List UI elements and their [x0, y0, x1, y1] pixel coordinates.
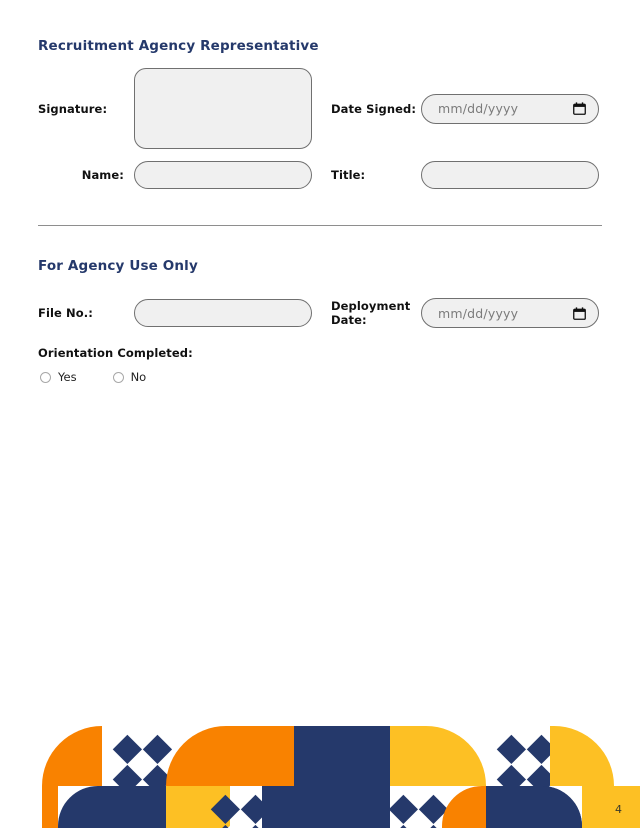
radio-option-no[interactable] — [113, 370, 147, 384]
row-signature — [38, 67, 602, 150]
radio-group-orientation-completed — [40, 370, 182, 384]
label-file-no: File No.: — [38, 306, 93, 320]
section-title-recruitment-agency-representative: Recruitment Agency Representative — [38, 38, 319, 54]
deployment-date-input[interactable] — [421, 298, 599, 328]
radio-label-no: No — [130, 370, 147, 384]
label-deployment-date — [331, 299, 421, 327]
title-input[interactable] — [421, 161, 599, 189]
radio-circle-yes[interactable] — [40, 372, 51, 383]
date-signed-input[interactable] — [421, 94, 599, 124]
label-orientation-completed: Orientation Completed: — [38, 346, 193, 360]
name-input[interactable] — [134, 161, 312, 189]
section-recruitment-agency-representative — [38, 38, 602, 54]
signature-input[interactable] — [134, 68, 312, 149]
date-signed-placeholder: mm/dd/yyyy — [438, 101, 519, 116]
footer-pattern-svg — [0, 708, 640, 828]
radio-label-yes: Yes — [58, 370, 77, 384]
file-no-input[interactable] — [134, 299, 312, 327]
row-name — [38, 161, 602, 189]
radio-option-yes[interactable] — [40, 370, 77, 384]
radio-circle-no[interactable] — [113, 372, 124, 383]
row-file-no — [38, 298, 602, 328]
calendar-icon[interactable] — [573, 307, 586, 320]
label-deployment-date-line2: Date: — [331, 313, 367, 327]
section-for-agency-use-only — [38, 258, 602, 274]
label-name: Name: — [81, 168, 124, 182]
footer-decoration — [0, 708, 640, 828]
calendar-icon[interactable] — [573, 102, 586, 115]
label-date-signed: Date Signed: — [331, 101, 417, 116]
label-title: Title: — [331, 168, 366, 182]
section-title-for-agency-use-only: For Agency Use Only — [38, 258, 198, 274]
label-deployment-date-line1: Deployment — [331, 299, 411, 313]
deployment-date-placeholder: mm/dd/yyyy — [438, 305, 519, 321]
label-signature: Signature: — [38, 101, 108, 116]
page-number: 4 — [615, 803, 622, 816]
section-divider — [38, 225, 602, 226]
